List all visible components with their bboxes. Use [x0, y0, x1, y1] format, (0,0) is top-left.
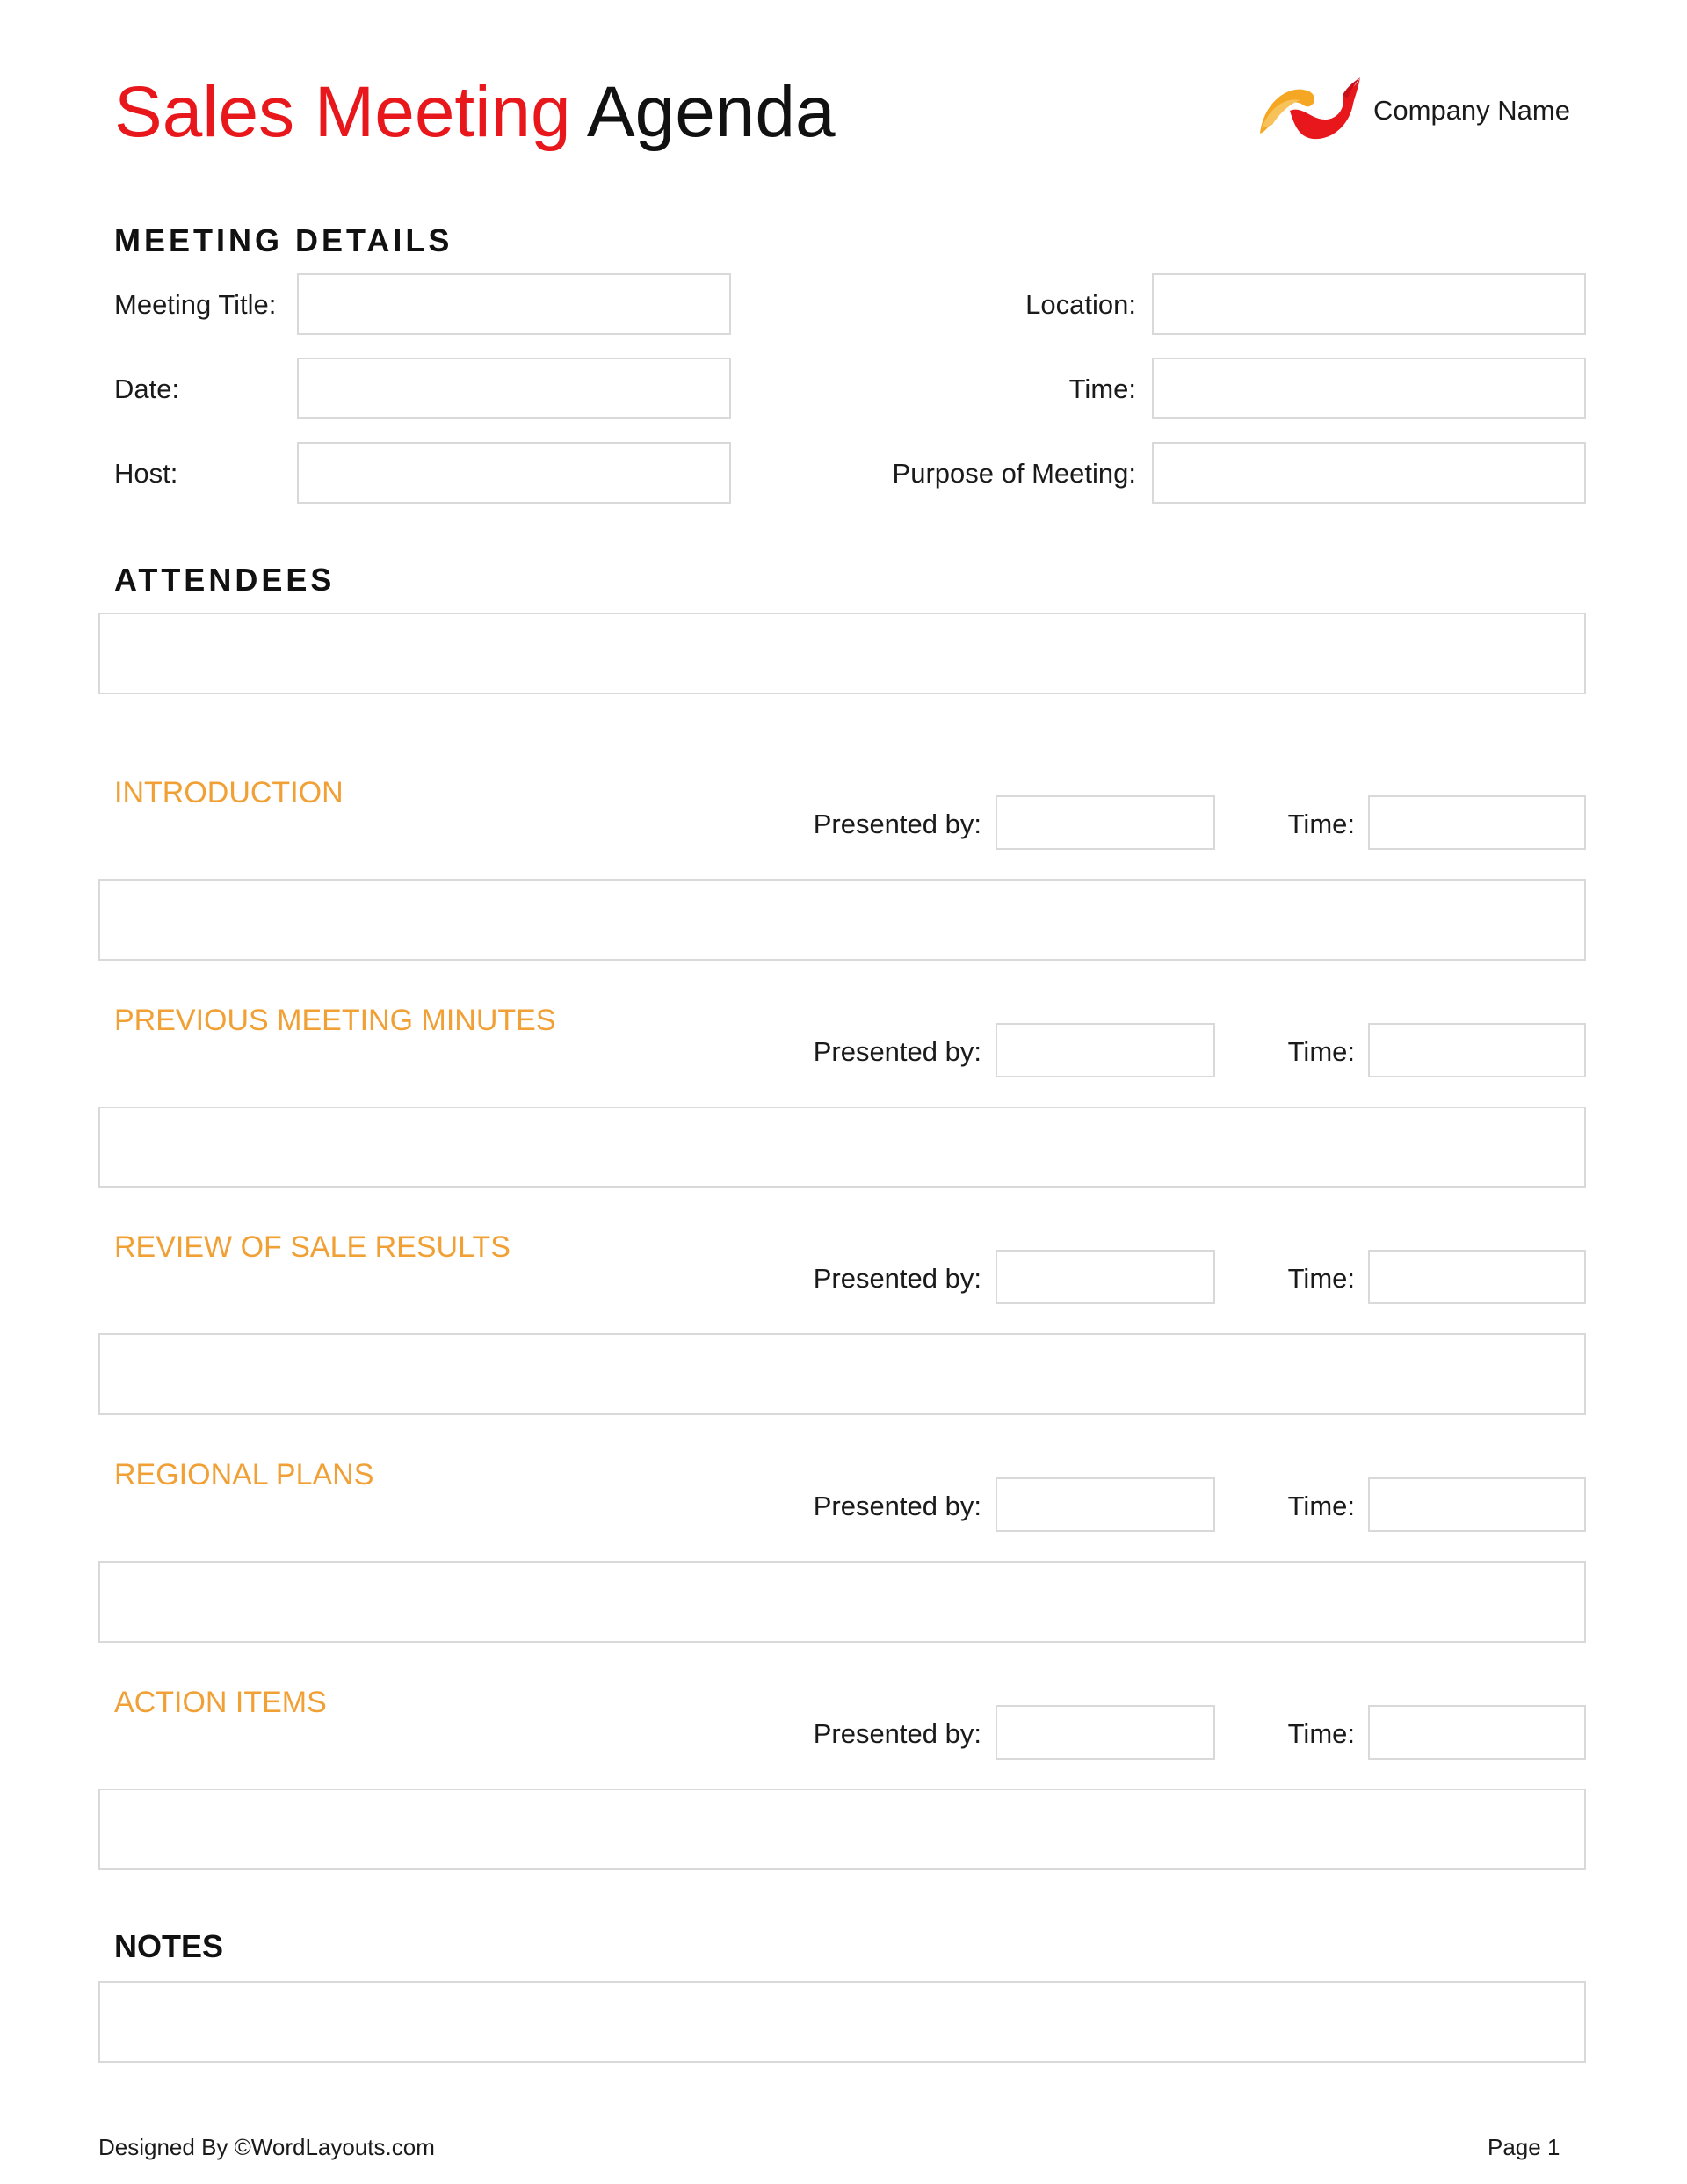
section-title: REGIONAL PLANS — [114, 1458, 374, 1491]
title-red-part: Sales Meeting — [114, 72, 571, 152]
section-title: PREVIOUS MEETING MINUTES — [114, 1004, 556, 1037]
time-field[interactable] — [1152, 358, 1586, 419]
section-title: REVIEW OF SALE RESULTS — [114, 1230, 510, 1264]
designed-by-credit: Designed By ©WordLayouts.com — [98, 2134, 435, 2160]
section-notes-field[interactable] — [98, 1107, 1586, 1188]
section-time-field[interactable] — [1368, 1705, 1586, 1760]
presented-by-field[interactable] — [996, 1477, 1215, 1532]
location-field[interactable] — [1152, 273, 1586, 335]
purpose-field[interactable] — [1152, 442, 1586, 504]
page-title — [114, 69, 836, 156]
meeting-title-field[interactable] — [297, 273, 731, 335]
presented-by-field[interactable] — [996, 795, 1215, 850]
attendees-heading: ATTENDEES — [114, 562, 336, 598]
host-field[interactable] — [297, 442, 731, 504]
section-title: INTRODUCTION — [114, 776, 344, 809]
section-time-label: Time: — [1287, 1491, 1355, 1521]
date-label: Date: — [114, 374, 180, 404]
section-time-field[interactable] — [1368, 795, 1586, 850]
page-number: Page 1 — [1488, 2134, 1560, 2160]
section-notes-field[interactable] — [98, 1561, 1586, 1643]
section-time-field[interactable] — [1368, 1477, 1586, 1532]
section-time-label: Time: — [1287, 1263, 1355, 1294]
company-logo-icon — [1255, 76, 1362, 142]
purpose-label: Purpose of Meeting: — [892, 458, 1136, 489]
presented-by-label: Presented by: — [813, 1263, 981, 1294]
meeting-title-label: Meeting Title: — [114, 289, 277, 320]
date-field[interactable] — [297, 358, 731, 419]
title-black-part: Agenda — [586, 72, 836, 152]
host-label: Host: — [114, 458, 178, 489]
attendees-field[interactable] — [98, 613, 1586, 694]
section-time-label: Time: — [1287, 1718, 1355, 1749]
presented-by-label: Presented by: — [813, 1036, 981, 1067]
location-label: Location: — [1025, 289, 1136, 320]
section-notes-field[interactable] — [98, 1333, 1586, 1415]
presented-by-field[interactable] — [996, 1705, 1215, 1760]
presented-by-field[interactable] — [996, 1023, 1215, 1077]
section-time-label: Time: — [1287, 1036, 1355, 1067]
presented-by-label: Presented by: — [813, 809, 981, 839]
section-time-label: Time: — [1287, 809, 1355, 839]
time-label: Time: — [1068, 374, 1136, 404]
section-notes-field[interactable] — [98, 1789, 1586, 1870]
section-title: ACTION ITEMS — [114, 1686, 327, 1719]
section-notes-field[interactable] — [98, 879, 1586, 961]
section-time-field[interactable] — [1368, 1023, 1586, 1077]
presented-by-field[interactable] — [996, 1250, 1215, 1304]
section-time-field[interactable] — [1368, 1250, 1586, 1304]
notes-field[interactable] — [98, 1981, 1586, 2063]
presented-by-label: Presented by: — [813, 1718, 981, 1749]
meeting-details-heading: MEETING DETAILS — [114, 222, 453, 258]
notes-heading: NOTES — [114, 1928, 224, 1964]
company-name: Company Name — [1373, 95, 1570, 126]
presented-by-label: Presented by: — [813, 1491, 981, 1521]
